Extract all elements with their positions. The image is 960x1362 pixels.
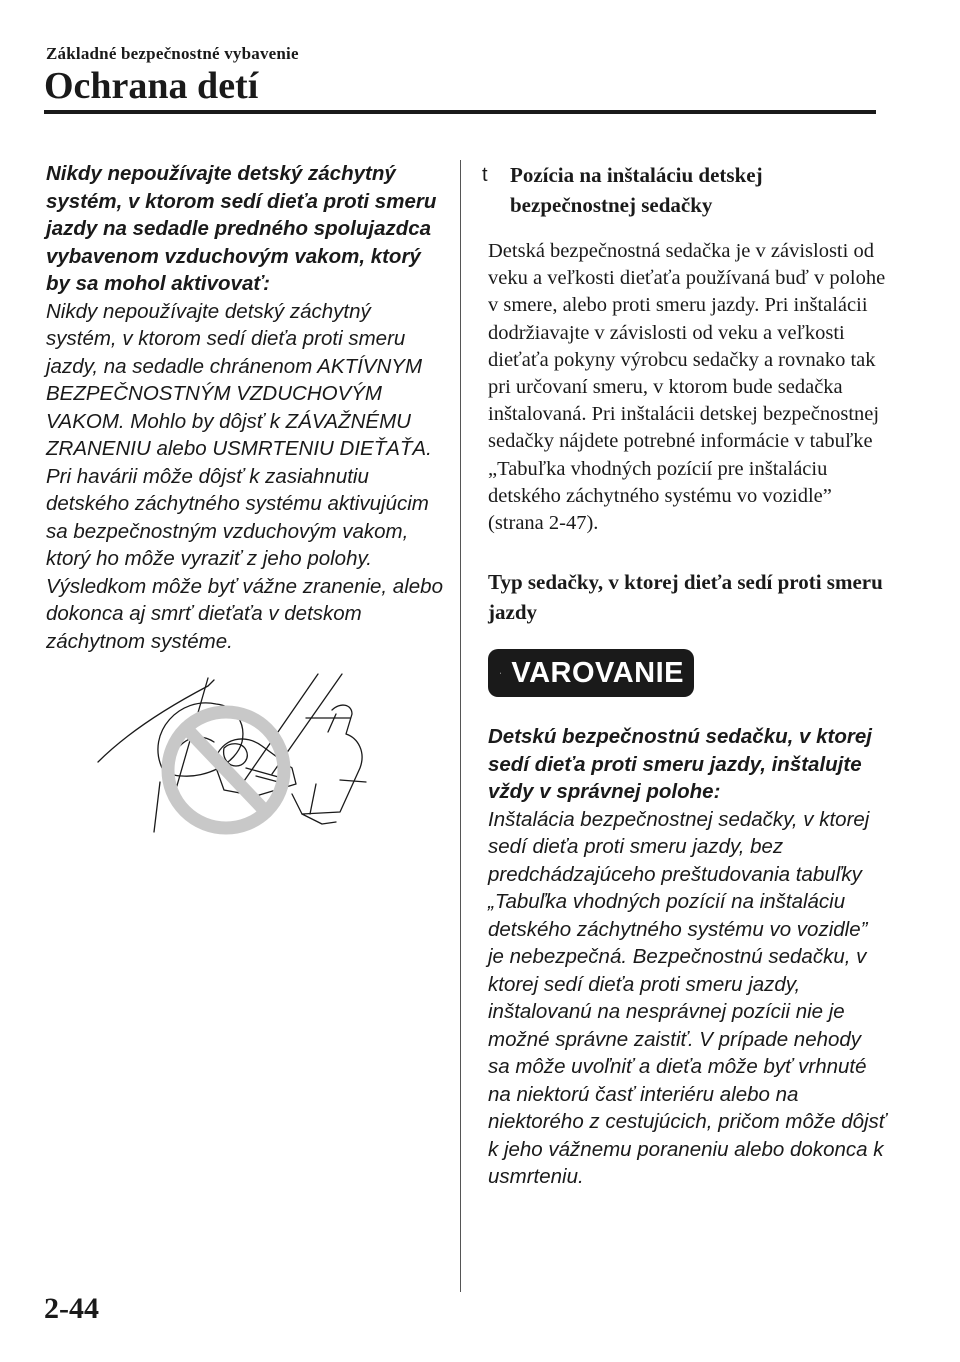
title-rule [44,110,876,114]
section-body: Detská bezpečnostná sedačka je v závislosti od veku a veľkosti dieťaťa používaná buď v polohe v smere, alebo proti smeru jazdy. Pri inštalácii dodržiavajte v závislosti od veku a veľkosti dieťaťa pokyny výrobcu sedačky a rovnako tak pri určovaní smeru, v ktorom bude sedačka inštalovaná. Pri inštalácii detskej bezpečnostnej sedačky nájdete potrebné informácie v tabuľke „Tabuľka vhodných pozícií pre inštaláciu detského záchytného systému vo vozidle” (strana 2-47). [488,240,886,535]
page-title: Ochrana detí [44,65,259,107]
airbag-warning-body: Nikdy nepoužívajte detský záchytný systém, v ktorom sedí dieťa proti smeru jazdy, na sedadle chránenom AKTÍVNYM BEZPEČNOSTNÝM VZDUCHOVÝM VAKOM. Mohlo by dôjsť k ZÁVAŽNÉMU ZRANENIU alebo USMRTENIU DIEŤAŤA. Pri havárii môže dôjsť k zasiahnutiu detského záchytného systému aktivujúcim sa bezpečnostným vzduchovým vakom, ktorý ho môže vyraziť z jeho polohy. Výsledkom môže byť vážne zranenie, alebo dokonca aj smrť dieťaťa v detskom záchytnom systéme. [46,299,443,653]
section-marker: t [482,164,488,186]
airbag-warning-heading: Nikdy nepoužívajte detský záchytný systém, v ktorom sedí dieťa proti smeru jazdy na sedadle predného spolujazdca vybavenom vzduchovým vakom, ktorý by sa mohol aktivovať: [46,162,437,295]
subheading: Typ sedačky, v ktorej dieťa sedí proti smeru jazdy [488,570,883,625]
column-divider [460,160,461,1292]
warning-label: VAROVANIE [511,656,684,689]
page-number: 2-44 [44,1292,99,1325]
rear-facing-warning-body: Inštalácia bezpečnostnej sedačky, v ktorej sedí dieťa proti smeru jazdy, bez predchádzajúceho preštudovania tabuľky „Tabuľka vhodných pozícií na inštaláciu detského záchytného systému vo vozidle” je nebezpečná. Bezpečnostnú sedačku, v ktorej sedí dieťa proti smeru jazdy, inštalovanú na nesprávnej pozícii nie je možné správne zaistiť. V prípade nehody sa môže uvoľniť a dieťa môže byť vrhnuté na niektorú časť interiéru alebo na niektorého z cestujúcich, pričom môže dôjsť k jeho vážnemu poraneniu alebo dokonca k usmrteniu. [488,807,887,1189]
left-column [46,160,446,655]
right-column [482,160,888,1191]
warning-badge [488,649,694,697]
prohibition-sign-icon [168,712,284,828]
rear-facing-seat-airbag-illustration [96,672,410,838]
breadcrumb: Základné bezpečnostné vybavenie [46,44,299,63]
section-heading-block [482,160,888,220]
warning-triangle-icon [500,659,501,687]
rear-facing-warning-heading: Detskú bezpečnostnú sedačku, v ktorej sedí dieťa proti smeru jazdy, inštalujte vždy v správnej polohe: [488,725,872,804]
section-heading: Pozícia na inštaláciu detskej bezpečnostnej sedačky [510,163,763,217]
